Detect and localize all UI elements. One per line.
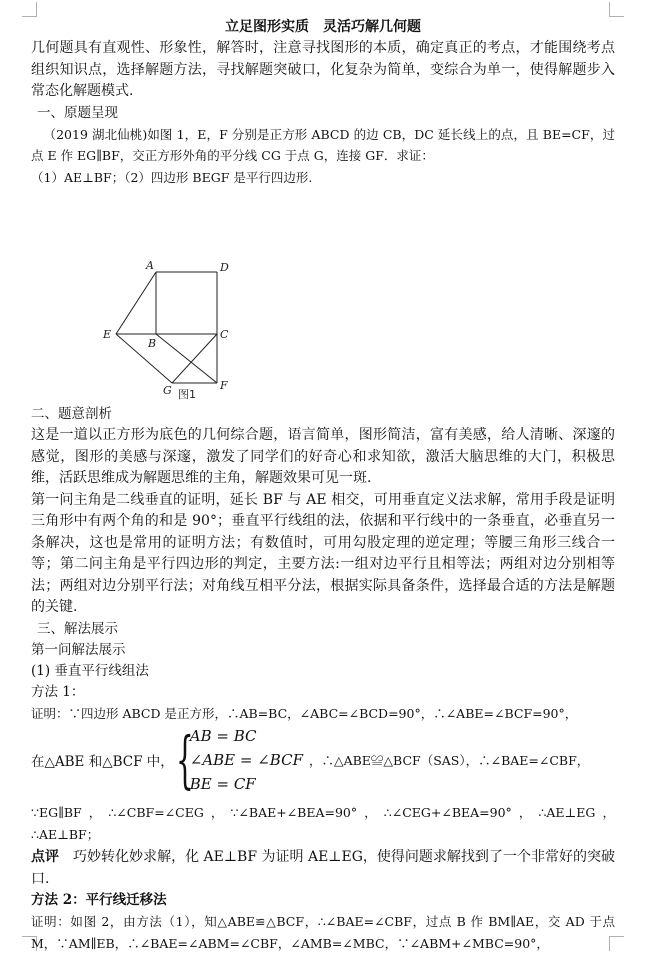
subheading-first-question: 第一问解法展示 [31, 641, 126, 658]
system-prefix: 在△ABE 和△BCF 中， [31, 754, 174, 770]
point-label-E: E [103, 328, 112, 341]
system-conclusion: ，∴△ABE≌△BCF（SAS），∴∠BAE=∠CBF， [308, 753, 590, 768]
comment-paragraph [31, 847, 615, 890]
segment-EA [116, 272, 156, 334]
figure-caption: 图1 [178, 388, 196, 401]
section-heading-solutions: 三、解法展示 [37, 620, 118, 637]
equation-1: AB = BC [189, 727, 257, 745]
intro-paragraph: 几何题具有直观性、形象性，解答时，注意寻找图形的本质，确定真正的考点，才能围绕考点组织知识点，选择解题方法，寻找解题突破口，化复杂为简单，变综合为单一，使得解题步入常态化解题模式. [31, 40, 615, 99]
segment-BF [156, 334, 217, 383]
point-label-B: B [148, 337, 157, 350]
section-heading-original-problem: 一、原题呈现 [37, 104, 118, 121]
system-equations [190, 724, 303, 796]
congruence-system [31, 724, 615, 796]
page-corner-mark [609, 2, 624, 17]
problem-questions: （1）AE⊥BF；（2）四边形 BEGF 是平行四边形. [31, 169, 313, 185]
document-body [31, 16, 615, 954]
point-label-A: A [146, 259, 154, 272]
subheading-method-group: (1) 垂直平行线组法 [31, 662, 149, 679]
square-geometry-diagram [99, 252, 269, 402]
point-label-D: D [220, 261, 229, 274]
segment-CG [172, 334, 217, 383]
analysis-paragraph-1: 这是一道以正方形为底色的几何综合题，语言简单，图形简洁，富有美感，给人清晰、深邃的感觉，图形的美感与深邃，激发了同学们的好奇心和求知欲，激活大脑思维的大门，积极思维，活跃思维成为解题思维的主角，解题效果可见一斑. [31, 427, 615, 486]
page-title: 立足图形实质 灵活巧解几何题 [225, 19, 421, 35]
method-1-label: 方法 1： [31, 683, 85, 700]
method-2-heading: 方法 2：平行线迁移法 [31, 892, 167, 908]
section-heading-analysis: 二、题意剖析 [31, 406, 112, 422]
figure-1 [31, 252, 615, 402]
proof-2-text: 证明：如图 2，由方法（1），知△ABE≌△BCF，∴∠BAE=∠CBF，过点 B 作 BM∥AE，交 AD 于点 M，∵AM∥EB，∴∠BAE=∠ABM=∠CBF，∠AMB=∠MBC，∵∠ABM+∠MBC=90°， [31, 914, 615, 951]
comment-label: 点评 [31, 849, 60, 865]
page-corner-mark [22, 2, 37, 17]
problem-statement: （2019 湖北仙桃)如图 1，E，F 分别是正方形 ABCD 的边 CB，DC 延长线上的点，且 BE=CF，过点 E 作 EG∥BF，交正方形外角的平分线 CG 于点 G，连接 GF．求证： [31, 126, 615, 163]
proof-1-line-1: 证明：∵四边形 ABCD 是正方形，∴AB=BC，∠ABC=∠BCD=90°，∴∠ABE=∠BCF=90°， [31, 705, 578, 721]
left-brace: { [175, 723, 194, 796]
comment-text: 巧妙转化妙求解，化 AE⊥BF 为证明 AE⊥EG，使得问题求解找到了一个非常好的突破口. [31, 849, 615, 887]
analysis-paragraph-2: 第一问主角是二线垂直的证明，延长 BF 与 AE 相交，可用垂直定义法求解，常用手段是证明三角形中有两个角的和是 90°；垂直平行线组的法，依据和平行线中的一条垂直，必垂直另一条解决，这也是常用的证明方法；有数值时，可用勾股定理的逆定理；等腰三角形三线合一等；第二问主角是平行四边形的判定，主要方法:一组对边平行且相等法；两组对边分别相等法；两组对边分别平行法；对角线互相平分法，根据实际具备条件，选择最合适的方法是解题的关键. [31, 491, 615, 615]
point-label-G: G [163, 384, 172, 397]
equation-2: ∠ABE = ∠BCF [189, 751, 303, 769]
point-label-C: C [220, 328, 229, 341]
proof-1-line-2: ∵EG∥BF，∴∠CBF=∠CEG，∵∠BAE+∠BEA=90°，∴∠CEG+∠BEA=90°，∴AE⊥EG，∴AE⊥BF； [31, 805, 615, 842]
segment-EG [116, 334, 172, 383]
equation-3: BE = CF [189, 775, 256, 793]
point-label-F: F [220, 379, 228, 392]
